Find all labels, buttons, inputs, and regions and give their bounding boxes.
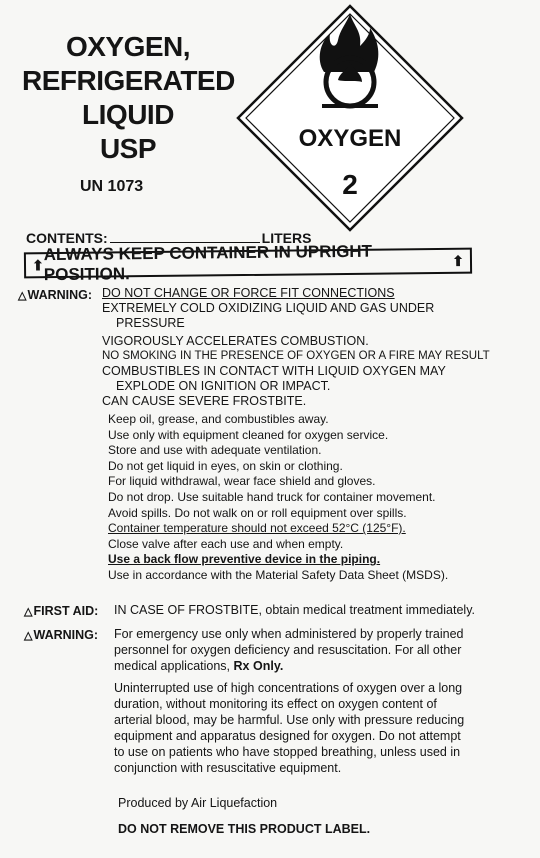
warning-line: NO SMOKING IN THE PRESENCE OF OXYGEN OR A FIRE MAY RESULT — [102, 350, 490, 362]
paragraph-line: conjunction with resuscitative equipment. — [114, 761, 342, 775]
warning-triangle-icon: △ — [24, 630, 33, 642]
contents-label: CONTENTS: — [26, 230, 108, 246]
warning-label-text: WARNING: — [27, 288, 93, 302]
paragraph-line: duration, without monitoring its effect on oxygen content of — [114, 697, 437, 711]
warning2-line: personnel for oxygen deficiency and resuscitation. For all other — [114, 643, 462, 657]
warning2-paragraph — [114, 680, 534, 776]
title-line: LIQUID — [82, 99, 174, 130]
warning-block — [102, 286, 532, 409]
paragraph-line: arterial blood, may be harmful. Use only with pressure reducing — [114, 713, 465, 727]
instruction-line: Use in accordance with the Material Safety Data Sheet (MSDS). — [108, 567, 449, 582]
warning-triangle-icon: △ — [18, 290, 27, 302]
title-line: REFRIGERATED — [22, 65, 235, 96]
warning-line: PRESSURE — [116, 316, 185, 330]
instruction-line: Use only with equipment cleaned for oxygen service. — [108, 427, 389, 442]
instruction-line: Container temperature should not exceed 52°C (125°F). — [108, 521, 406, 536]
warning-line: EXPLODE ON IGNITION OR IMPACT. — [116, 379, 331, 393]
contents-fill-blank — [110, 230, 260, 243]
first-aid-label-text: FIRST AID: — [33, 604, 99, 618]
title-line: USP — [99, 133, 157, 164]
warning-line: CAN CAUSE SEVERE FROSTBITE. — [102, 394, 307, 408]
placard-word: OXYGEN — [298, 125, 402, 152]
do-not-remove-notice: DO NOT REMOVE THIS PRODUCT LABEL. — [118, 822, 371, 836]
instruction-line: Do not drop. Use suitable hand truck for container movement. — [108, 489, 436, 504]
title-line: OXYGEN, — [65, 31, 191, 62]
warning2-block — [114, 626, 534, 674]
warning-label — [18, 288, 92, 302]
paragraph-line: Uninterrupted use of high concentrations of oxygen over a long — [114, 681, 463, 695]
first-aid-text: IN CASE OF FROSTBITE, obtain medical treatment immediately. — [114, 603, 475, 617]
produced-by: Produced by Air Liquefaction — [118, 796, 278, 810]
instruction-line: Do not get liquid in eyes, on skin or clothing. — [108, 458, 343, 473]
hazard-placard — [232, 0, 468, 236]
placard-class-number: 2 — [342, 169, 358, 200]
instruction-line: Close valve after each use and when empty. — [108, 536, 344, 551]
instructions-block — [108, 412, 528, 584]
warning-line: EXTREMELY COLD OXIDIZING LIQUID AND GAS UNDER — [102, 301, 435, 315]
warning-line: COMBUSTIBLES IN CONTACT WITH LIQUID OXYGEN MAY — [102, 364, 446, 378]
warning2-line: For emergency use only when administered by properly trained — [114, 627, 464, 641]
upright-banner — [24, 241, 472, 285]
warning-line: DO NOT CHANGE OR FORCE FIT CONNECTIONS — [102, 286, 395, 300]
warning2-line: medical applications, — [114, 659, 231, 673]
up-arrow-icon: ⬆ — [31, 256, 44, 273]
paragraph-line: equipment and apparatus designed for oxygen. Do not attempt — [114, 729, 461, 743]
warning-label-text: WARNING: — [33, 628, 99, 642]
instruction-line: Use a back flow preventive device in the piping. — [108, 552, 381, 567]
instruction-line: Keep oil, grease, and combustibles away. — [108, 412, 329, 426]
up-arrow-icon: ⬆ — [452, 252, 465, 269]
instruction-line: Store and use with adequate ventilation. — [108, 443, 322, 458]
first-aid-label — [24, 604, 98, 618]
warning-label — [24, 628, 98, 642]
upright-text: ALWAYS KEEP CONTAINER IN UPRIGHT POSITION. — [43, 241, 373, 285]
rx-only: Rx Only. — [233, 659, 284, 673]
instruction-line: For liquid withdrawal, wear face shield and gloves. — [108, 474, 376, 489]
contents-unit: LITERS — [261, 230, 312, 246]
hazard-diamond — [232, 0, 468, 236]
paragraph-line: to use on patients who have stopped breathing, unless used in — [114, 745, 461, 759]
warning-triangle-icon: △ — [24, 606, 33, 618]
warning-line: VIGOROUSLY ACCELERATES COMBUSTION. — [102, 334, 369, 348]
product-title — [22, 30, 234, 166]
un-number: UN 1073 — [80, 178, 144, 195]
instruction-line: Avoid spills. Do not walk on or roll equipment over spills. — [108, 505, 407, 520]
